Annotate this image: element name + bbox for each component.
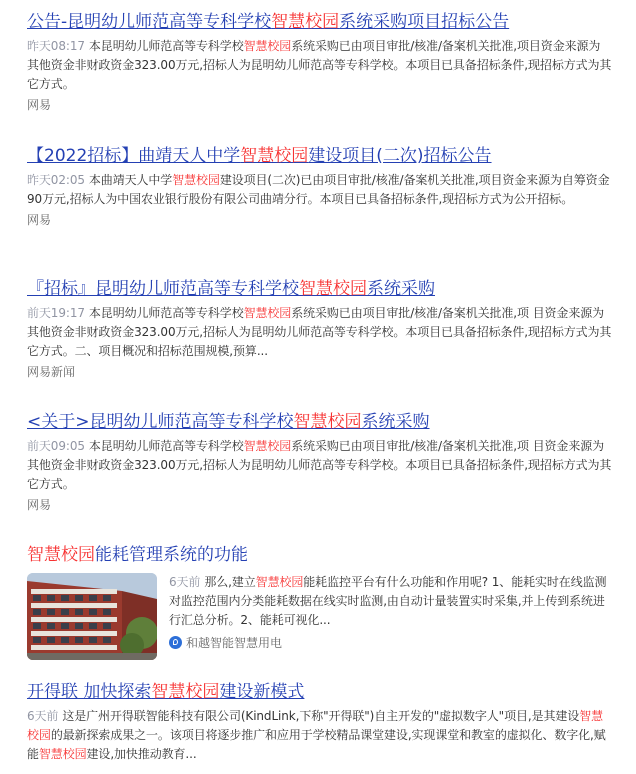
title-text: 系统采购项目招标公告 xyxy=(339,12,510,32)
result-time: 6天前 xyxy=(27,709,59,723)
result-item xyxy=(27,543,612,660)
snippet-highlight: 智慧校园 xyxy=(243,39,292,53)
result-source[interactable] xyxy=(169,634,612,652)
result-time: 昨天08:17 xyxy=(27,39,85,53)
snippet-highlight: 智慧校园 xyxy=(255,575,304,589)
result-title-link[interactable] xyxy=(27,680,612,704)
snippet-text: 系统采购已由项目审批/核准/备案机关批准,项 目资金来源为其他资金非财政资金323.00万元,招标人为昆明幼儿师范高等专科学校。本项目已具备招标条件,现招标方式为其它方式。 xyxy=(27,439,612,491)
snippet-text: 本昆明幼儿师范高等专科学校 xyxy=(88,306,244,320)
snippet-text: 本曲靖天人中学 xyxy=(88,173,173,187)
result-snippet xyxy=(27,437,612,494)
snippet-text: 本昆明幼儿师范高等专科学校 xyxy=(88,439,244,453)
snippet-highlight: 智慧校园 xyxy=(243,439,292,453)
result-item xyxy=(27,10,612,114)
result-snippet xyxy=(27,304,612,361)
title-highlight: 智慧校园 xyxy=(27,545,95,565)
snippet-text: 那么,建立 xyxy=(204,575,256,589)
result-source[interactable]: 网易 xyxy=(27,213,52,227)
result-source[interactable]: 网易新闻 xyxy=(27,365,76,379)
result-source[interactable]: 网易 xyxy=(27,498,52,512)
heyue-logo-icon xyxy=(169,636,182,649)
title-text: <关于>昆明幼儿师范高等专科学校 xyxy=(27,412,294,432)
snippet-text: 系统采购已由项目审批/核准/备案机关批准,项 目资金来源为其他资金非财政资金323.00万元,招标人为昆明幼儿师范高等专科学校。本项目已具备招标条件,现招标方式为其它方式。二、项目概况和招标范围规模,预算... xyxy=(27,306,612,358)
snippet-highlight: 智慧校园 xyxy=(172,173,220,187)
result-snippet xyxy=(27,37,612,94)
snippet-text: 能耗监控平台有什么功能和作用呢? 1、能耗实时在线监测 对监控范围内分类能耗数据在线实时监测,由自动计量装置实时采集,并上传到系统进行汇总分析。2、能耗可视化... xyxy=(169,575,607,627)
result-item xyxy=(27,277,612,381)
title-highlight: 智慧校园 xyxy=(299,279,367,299)
snippet-text: 这是广州开得联智能科技有限公司(KindLink,下称"开得联")自主开发的"虚拟数字人"项目,是其建设 xyxy=(62,709,580,723)
result-item xyxy=(27,680,612,764)
result-title-link[interactable] xyxy=(27,543,612,567)
result-title-link[interactable] xyxy=(27,277,612,301)
result-item xyxy=(27,410,612,514)
title-highlight: 智慧校园 xyxy=(271,12,340,32)
title-text: 系统采购 xyxy=(367,279,435,299)
result-time: 前天09:05 xyxy=(27,439,85,453)
title-text: 系统采购 xyxy=(361,412,430,432)
campus-building-photo xyxy=(27,573,157,660)
title-text: 建设项目(二次)招标公告 xyxy=(308,146,492,166)
snippet-text: 本昆明幼儿师范高等专科学校 xyxy=(88,39,244,53)
result-snippet xyxy=(169,573,612,630)
title-text: 【2022招标】曲靖天人中学 xyxy=(27,146,241,166)
result-title-link[interactable] xyxy=(27,10,612,34)
result-snippet xyxy=(27,707,612,764)
snippet-text: 的最新探索成果之一。该项目将逐步推广和应用于学校精品课堂建设,实现课堂和教室的虚拟化、数字化,赋能 xyxy=(27,728,606,761)
title-text: 『招标』昆明幼儿师范高等专科学校 xyxy=(27,279,299,299)
title-highlight: 智慧校园 xyxy=(240,146,309,166)
result-item xyxy=(27,144,612,229)
result-time: 6天前 xyxy=(169,575,201,589)
title-text: 能耗管理系统的功能 xyxy=(95,545,248,565)
result-time: 前天19:17 xyxy=(27,306,85,320)
snippet-highlight: 智慧校园 xyxy=(38,747,87,761)
title-highlight: 智慧校园 xyxy=(293,412,362,432)
snippet-text: 建设,加快推动教育... xyxy=(86,747,197,761)
snippet-text: 系统采购已由项目审批/核准/备案机关批准,项目资金来源为其他资金非财政资金323.00万元,招标人为昆明幼儿师范高等专科学校。本项目已具备招标条件,现招标方式为其它方式。 xyxy=(27,39,612,91)
snippet-text: 建设项目(二次)已由项目审批/核准/备案机关批准,项目资金来源为自筹资金90万元,招标人为中国农业银行股份有限公司曲靖分行。本项目已具备招标条件,现招标方式为公开招标。 xyxy=(27,173,610,206)
source-name: 和越智能智慧用电 xyxy=(186,636,283,650)
title-text: 公告-昆明幼儿师范高等专科学校 xyxy=(27,12,272,32)
title-text: 开得联 加快探索 xyxy=(27,682,152,702)
snippet-highlight: 智慧校园 xyxy=(27,709,604,742)
title-text: 建设新模式 xyxy=(219,682,305,702)
result-time: 昨天02:05 xyxy=(27,173,85,187)
result-source[interactable]: 网易 xyxy=(27,98,52,112)
title-highlight: 智慧校园 xyxy=(151,682,220,702)
result-title-link[interactable] xyxy=(27,410,612,434)
result-snippet xyxy=(27,171,612,209)
snippet-highlight: 智慧校园 xyxy=(243,306,292,320)
result-title-link[interactable] xyxy=(27,144,612,168)
campus-building-thumbnail[interactable] xyxy=(27,573,157,660)
